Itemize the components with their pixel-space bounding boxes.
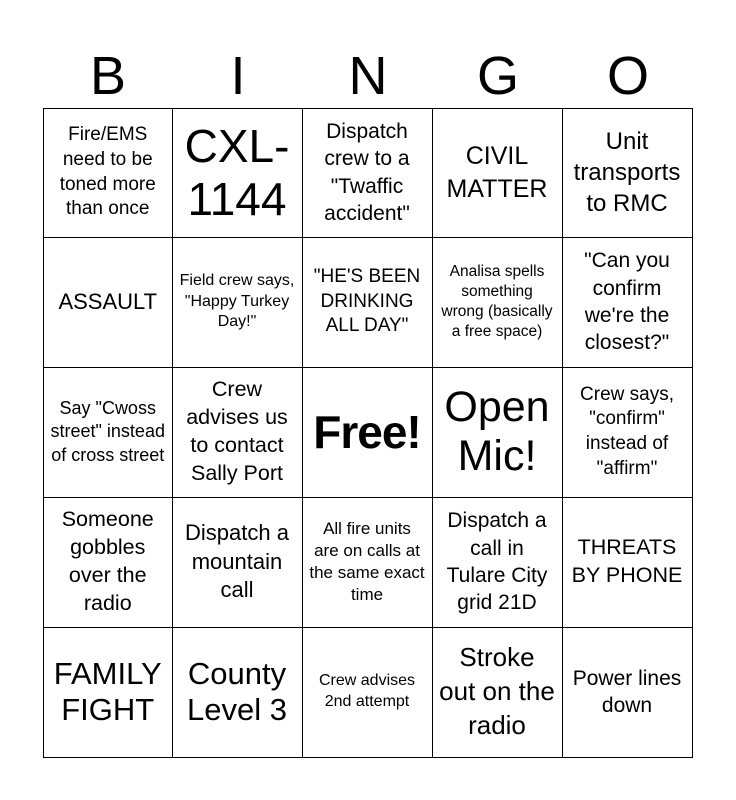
bingo-cell-label: Fire/EMS need to be toned more than once bbox=[59, 124, 156, 220]
header-letter-b: B bbox=[89, 46, 127, 106]
bingo-cell[interactable] bbox=[303, 628, 433, 758]
bingo-grid bbox=[43, 108, 693, 758]
bingo-cell[interactable] bbox=[44, 368, 173, 498]
bingo-cell[interactable] bbox=[433, 238, 563, 368]
bingo-cell[interactable] bbox=[563, 109, 693, 238]
bingo-cell[interactable] bbox=[44, 238, 173, 368]
bingo-cell-label: Field crew says, "Happy Turkey Day!" bbox=[179, 271, 295, 331]
free-space-label: Free! bbox=[313, 405, 421, 458]
bingo-cell-label: Dispatch crew to a "Twaffic accident" bbox=[324, 120, 410, 226]
bingo-cell-label: Power lines down bbox=[572, 666, 682, 717]
bingo-cell[interactable] bbox=[433, 498, 563, 628]
bingo-cell[interactable] bbox=[303, 238, 433, 368]
bingo-cell[interactable] bbox=[173, 238, 303, 368]
bingo-cell-label: CIVIL MATTER bbox=[446, 142, 548, 203]
bingo-cell[interactable] bbox=[563, 628, 693, 758]
header-letter-o: O bbox=[606, 46, 649, 106]
bingo-cell-label: "HE'S BEEN DRINKING ALL DAY" bbox=[313, 265, 421, 337]
bingo-cell-label: Open Mic! bbox=[444, 382, 550, 480]
bingo-cell-label: Unit transports to RMC bbox=[573, 127, 681, 218]
bingo-cell[interactable] bbox=[303, 498, 433, 628]
free-space-cell[interactable] bbox=[303, 368, 433, 498]
bingo-cell-label: Stroke out on the radio bbox=[439, 642, 555, 740]
bingo-cell[interactable] bbox=[44, 109, 173, 238]
bingo-cell[interactable] bbox=[44, 628, 173, 758]
bingo-cell-label: County Level 3 bbox=[187, 656, 287, 727]
bingo-cell[interactable] bbox=[173, 628, 303, 758]
bingo-cell-label: Crew advises 2nd attempt bbox=[318, 672, 416, 710]
bingo-cell[interactable] bbox=[173, 368, 303, 498]
header-letter-i: I bbox=[230, 46, 246, 106]
bingo-cell[interactable] bbox=[563, 238, 693, 368]
bingo-cell[interactable] bbox=[173, 498, 303, 628]
bingo-cell[interactable] bbox=[433, 109, 563, 238]
bingo-cell-label: Analisa spells something wrong (basically a free space) bbox=[441, 262, 553, 341]
bingo-cell-label: Someone gobbles over the radio bbox=[61, 507, 154, 615]
bingo-cell[interactable] bbox=[563, 368, 693, 498]
bingo-cell-label: All fire units are on calls at the same exact time bbox=[309, 518, 425, 605]
bingo-cell-label: ASSAULT bbox=[58, 288, 158, 314]
bingo-cell[interactable] bbox=[433, 628, 563, 758]
bingo-cell[interactable] bbox=[433, 368, 563, 498]
bingo-cell-label: CXL-1144 bbox=[184, 119, 290, 225]
bingo-cell-label: FAMILY FIGHT bbox=[53, 656, 162, 727]
bingo-cell[interactable] bbox=[44, 498, 173, 628]
bingo-cell-label: THREATS BY PHONE bbox=[571, 535, 683, 587]
bingo-cell-label: "Can you confirm we're the closest?" bbox=[584, 249, 670, 355]
header-letter-n: N bbox=[348, 46, 388, 106]
header-letter-g: G bbox=[476, 46, 519, 106]
bingo-cell-label: Crew says, "confirm" instead of "affirm" bbox=[580, 383, 674, 479]
bingo-cell-label: Say "Cwoss street" instead of cross street bbox=[50, 397, 165, 465]
bingo-header bbox=[43, 44, 693, 108]
bingo-cell-label: Crew advises us to contact Sally Port bbox=[186, 377, 288, 485]
bingo-cell-label: Dispatch a mountain call bbox=[185, 520, 289, 603]
bingo-cell-label: Dispatch a call in Tulare City grid 21D bbox=[446, 509, 548, 615]
bingo-cell[interactable] bbox=[563, 498, 693, 628]
bingo-cell[interactable] bbox=[303, 109, 433, 238]
bingo-cell[interactable] bbox=[173, 109, 303, 238]
